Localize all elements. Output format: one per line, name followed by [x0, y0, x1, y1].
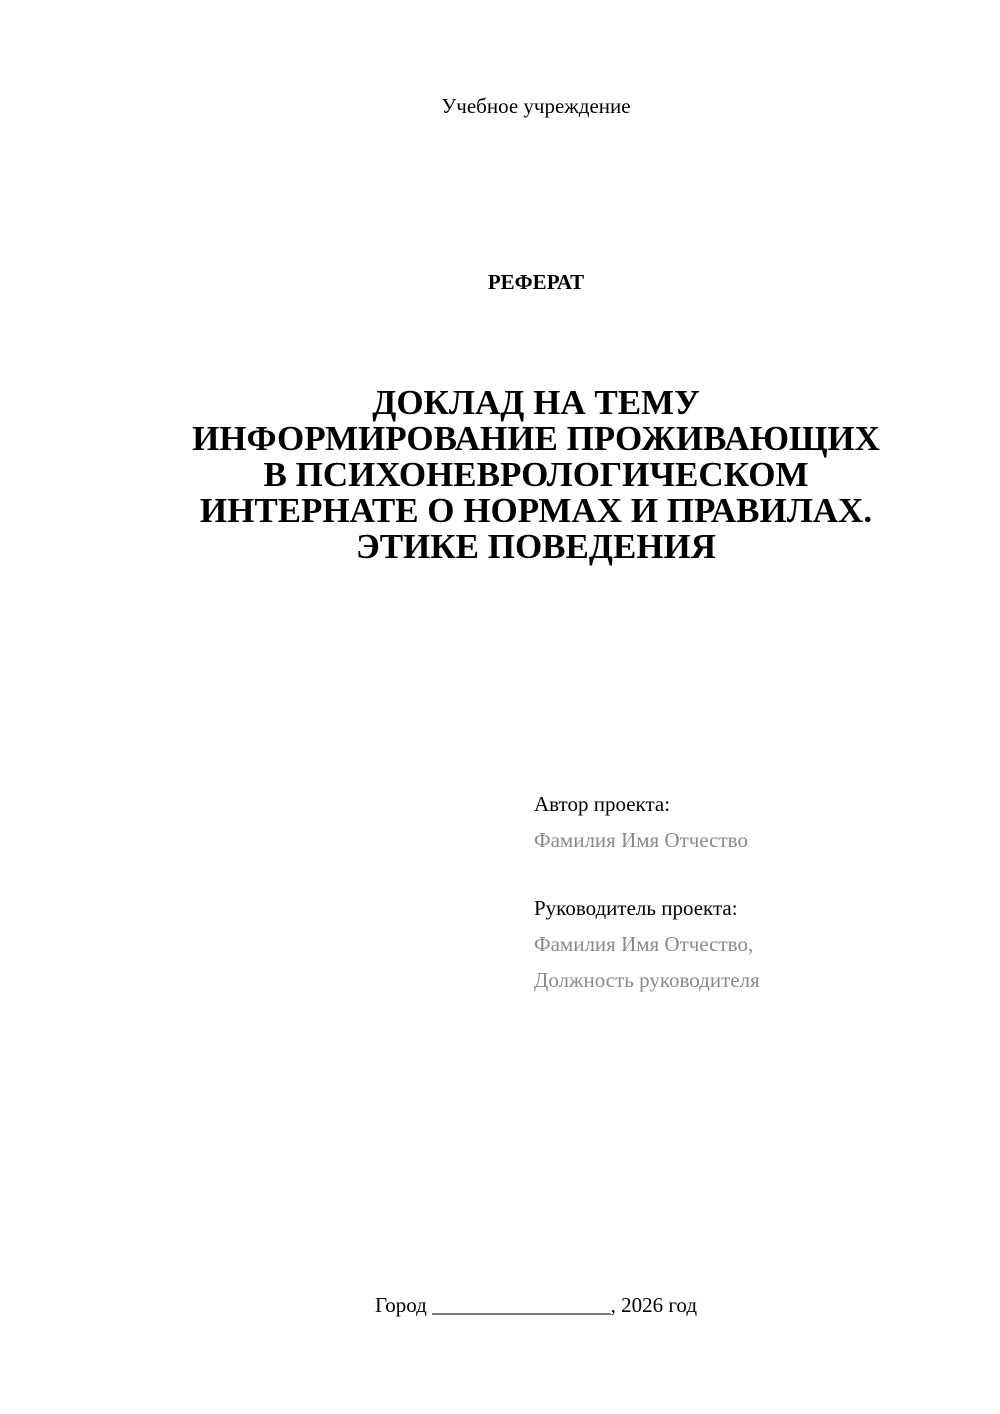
title-line: ДОКЛАД НА ТЕМУ — [372, 383, 700, 422]
supervisor-label: Руководитель проекта: — [534, 896, 738, 920]
title-line: ИНФОРМИРОВАНИЕ ПРОЖИВАЮЩИХ — [192, 419, 880, 458]
document-title — [100, 385, 972, 565]
credits-block — [534, 786, 760, 998]
supervisor-name-placeholder: Фамилия Имя Отчество, — [534, 932, 754, 956]
title-line: ЭТИКЕ ПОВЕДЕНИЯ — [355, 527, 717, 566]
author-label: Автор проекта: — [534, 792, 671, 816]
document-type: РЕФЕРАТ — [487, 270, 585, 294]
title-line: ИНТЕРНАТЕ О НОРМАХ И ПРАВИЛАХ. — [199, 491, 873, 530]
city-year-footer: Город _________________, 2026 год — [374, 1293, 698, 1317]
supervisor-position-placeholder: Должность руководителя — [534, 968, 760, 992]
institution-name: Учебное учреждение — [441, 94, 631, 118]
credits-spacer — [534, 858, 760, 890]
author-name-placeholder: Фамилия Имя Отчество — [534, 828, 748, 852]
title-line: В ПСИХОНЕВРОЛОГИЧЕСКОМ — [263, 455, 809, 494]
